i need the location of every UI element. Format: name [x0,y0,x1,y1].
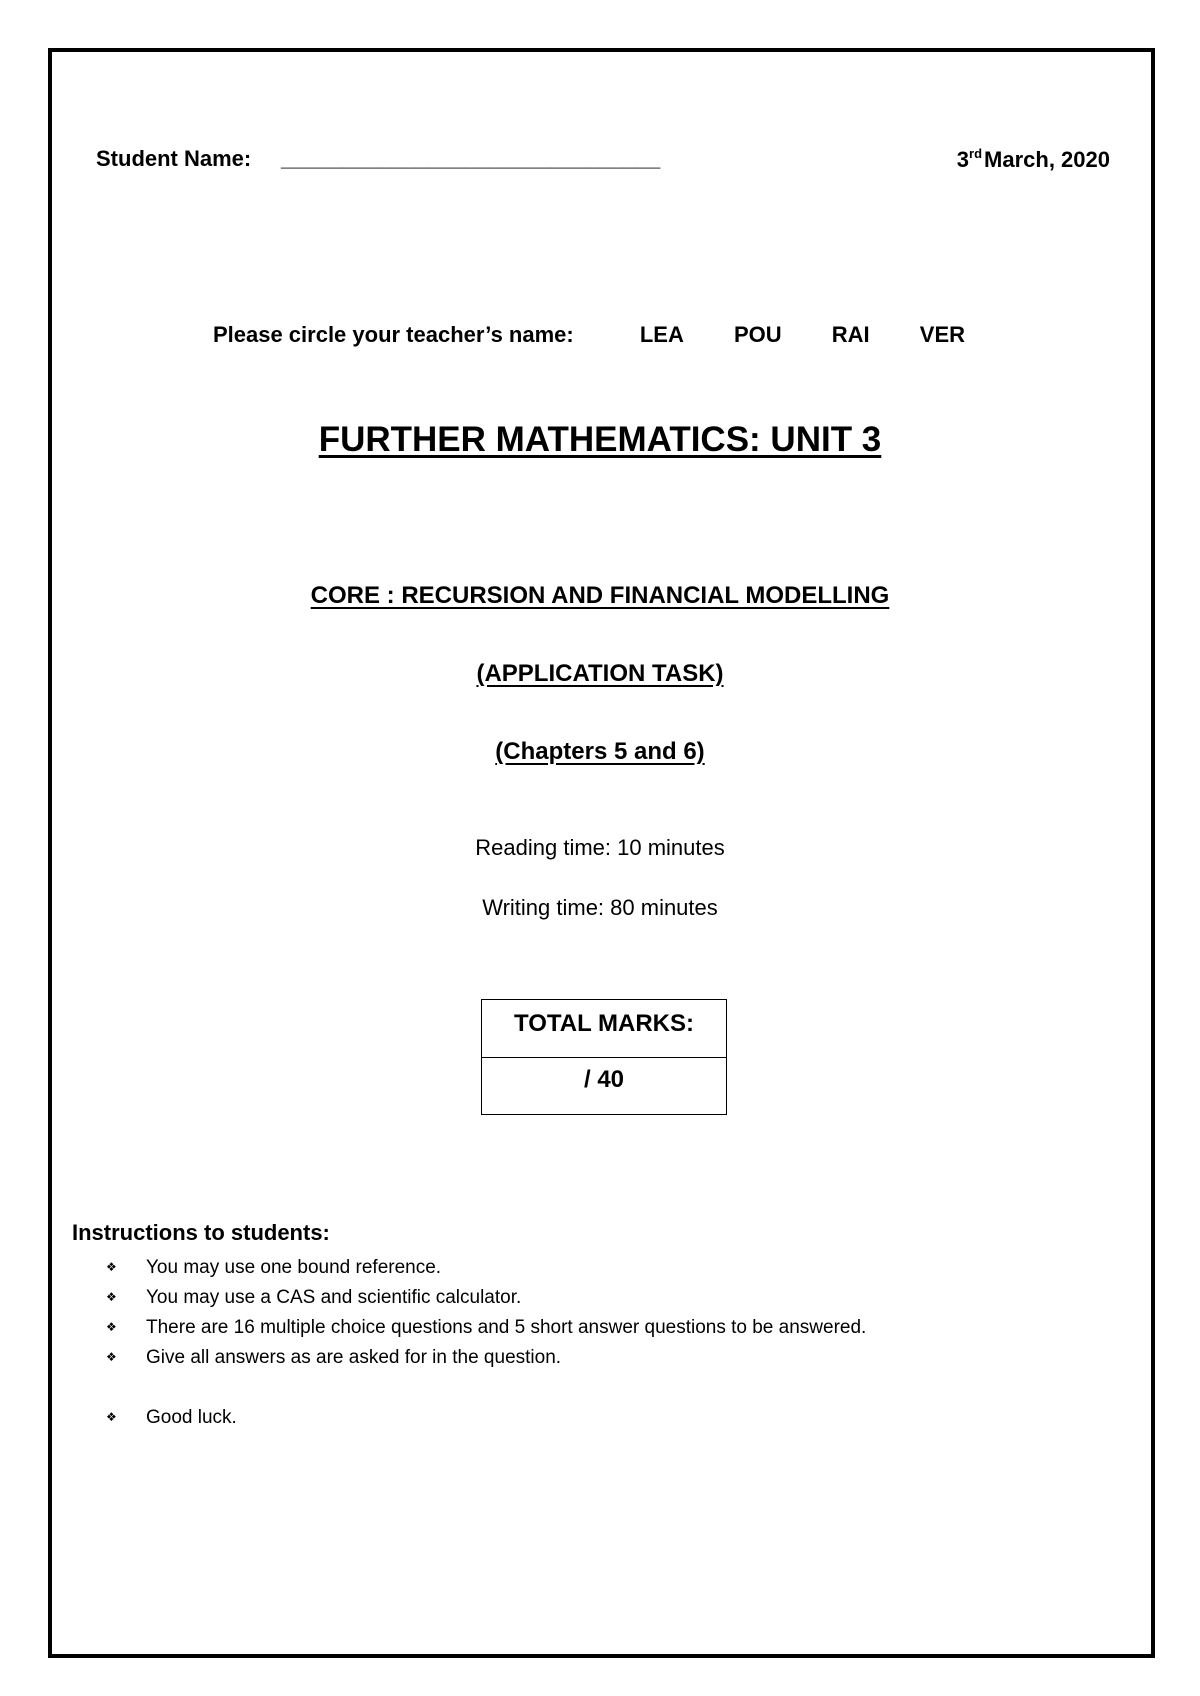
total-marks-box [481,999,727,1115]
teacher-option-pou: POU [733,322,782,347]
student-name-line: _______________________________ [281,146,661,171]
document-title: FURTHER MATHEMATICS: UNIT 3 [318,420,882,459]
list-item [106,1282,866,1312]
diamond-bullet-icon: ❖ [106,1260,117,1274]
instruction-text: Good luck. [146,1407,237,1428]
date-rest: March, 2020 [984,147,1110,172]
instruction-text: You may use a CAS and scientific calculator. [146,1287,522,1308]
instruction-text: There are 16 multiple choice questions and 5 short answer questions to be answered. [146,1317,867,1338]
student-name-label: Student Name: [96,146,252,171]
instruction-text: Give all answers as are asked for in the question. [146,1347,562,1368]
writing-time: Writing time: 80 minutes [482,895,718,920]
teacher-option-rai: RAI [831,322,870,347]
core-subtitle: CORE : RECURSION AND FINANCIAL MODELLING [310,582,890,609]
list-item [106,1342,866,1372]
diamond-bullet-icon: ❖ [106,1290,117,1304]
instructions-heading: Instructions to students: [72,1220,330,1245]
list-item [106,1402,866,1432]
instruction-text: You may use one bound reference. [146,1257,442,1278]
diamond-bullet-icon: ❖ [106,1320,117,1334]
total-marks-header: TOTAL MARKS: [482,1000,726,1058]
diamond-bullet-icon: ❖ [106,1350,117,1364]
total-marks-value: / 40 [583,1066,625,1093]
teacher-selection [0,322,1200,348]
application-task-subtitle: (APPLICATION TASK) [476,660,724,687]
list-item [106,1312,866,1342]
date-suffix: rd [969,146,983,161]
reading-time: Reading time: 10 minutes [475,835,725,860]
teacher-option-ver: VER [919,322,966,347]
instructions-list [106,1252,866,1432]
exam-date [957,146,1110,173]
diamond-bullet-icon: ❖ [106,1410,117,1424]
date-day: 3 [956,147,970,172]
list-item [106,1252,866,1282]
chapters-subtitle: (Chapters 5 and 6) [495,738,705,765]
teacher-option-lea: LEA [639,322,684,347]
teacher-label: Please circle your teacher’s name: [212,322,574,347]
